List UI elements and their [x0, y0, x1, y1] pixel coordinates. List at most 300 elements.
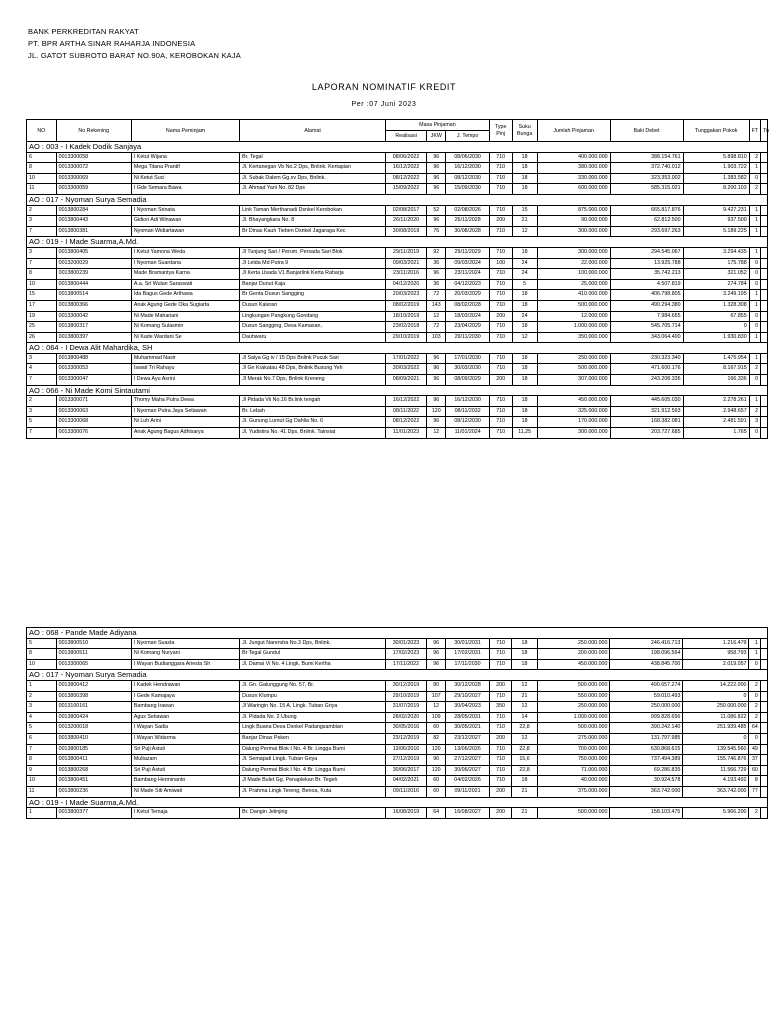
table-cell: 1.216.479: [683, 638, 749, 649]
table-cell: 0013800451: [56, 776, 131, 787]
table-cell: 27/12/2019: [385, 755, 426, 766]
table-cell: 294.545.067: [610, 247, 683, 258]
ao-group-label: AO : 066 - Ni Made Komi Sintautami: [27, 385, 768, 396]
table-cell: 5.898.810: [683, 152, 749, 163]
table-cell: 1: [749, 163, 760, 174]
table-cell: 1: [27, 680, 57, 691]
table-cell: 300.000.000: [537, 428, 610, 439]
table-cell: 200.000.000: [537, 649, 610, 660]
table-cell: 710: [489, 332, 512, 343]
table-cell: 3: [27, 247, 57, 258]
table-cell: 450.000.000: [537, 396, 610, 407]
table-cell: 17/01/2022: [386, 353, 427, 364]
table-cell: I Nyoman Srinata: [131, 205, 239, 216]
table-cell: 3: [27, 353, 57, 364]
table-cell: 18/10/2019: [386, 311, 427, 322]
table-cell: [760, 808, 767, 819]
table-cell: 08/09/2021: [386, 375, 427, 386]
table-cell: 96: [427, 638, 446, 649]
table-cell: 28/05/2031: [446, 712, 489, 723]
table-cell: Br. Lebah: [240, 406, 386, 417]
table-cell: 131.797.985: [610, 733, 683, 744]
ao-group-label: AO : 068 - Pande Made Adiyana: [27, 628, 768, 639]
table-cell: 710: [489, 428, 512, 439]
table-cell: [761, 269, 768, 280]
table-cell: 96: [427, 163, 446, 174]
table-cell: 710: [489, 638, 512, 649]
table-cell: 710: [489, 712, 512, 723]
col-no: NO: [27, 120, 57, 142]
table-cell: 958.793: [683, 649, 749, 660]
table-cell: Jl Gn Krakatau 48 Dps, Bnlink Busung Yeh: [240, 364, 386, 375]
ao-group-label: AO : 019 - I Made Suarma,A.Md.: [27, 237, 768, 248]
table-cell: 59.010.493: [610, 691, 683, 702]
table-cell: 1.765: [683, 428, 749, 439]
table-cell: 600.000.000: [537, 184, 610, 195]
table-cell: 406.798.805: [610, 290, 683, 301]
table-cell: Dusun Kaleran: [240, 300, 386, 311]
table-cell: 29/10/2027: [446, 691, 489, 702]
table-cell: 2: [749, 364, 760, 375]
table-cell: Dalung Permai Blok I No. 4 Br. Lingga Bumi: [240, 765, 386, 776]
table-cell: 23/11/2024: [446, 269, 489, 280]
table-cell: 18: [512, 649, 537, 660]
table-cell: 2.481.591: [683, 417, 749, 428]
table-cell: 0013800444: [56, 279, 131, 290]
ao-group-label: AO : 064 - I Dewa Alit Mahardika, SH: [27, 343, 768, 354]
table-cell: 25: [27, 322, 57, 333]
table-cell: 293.697.263: [610, 226, 683, 237]
table-cell: 21: [512, 691, 537, 702]
table-cell: 09/03/2021: [386, 258, 427, 269]
table-cell: Anak Agung Gede Oka Sugiarta: [131, 300, 239, 311]
ao-group-header: [27, 343, 768, 354]
table-cell: 30/01/2023: [385, 638, 426, 649]
table-cell: 23/12/2027: [446, 733, 489, 744]
col-ft: FT: [749, 120, 760, 142]
table-cell: 96: [427, 152, 446, 163]
table-cell: 1: [749, 396, 760, 407]
table-cell: 0013800424: [56, 712, 131, 723]
table-cell: 500.000.000: [537, 808, 610, 819]
table-cell: 175.788: [683, 258, 749, 269]
table-row: [27, 649, 768, 660]
table-cell: Thomy Maha Putra Dewa: [131, 396, 239, 407]
table-cell: Jl. Gn. Galunggung No. 57, Br.: [240, 680, 386, 691]
table-cell: 0013300042: [56, 311, 131, 322]
table-cell: 1.383.582: [683, 173, 749, 184]
table-cell: 17: [27, 300, 57, 311]
table-cell: [761, 205, 768, 216]
table-row: [27, 226, 768, 237]
table-cell: [760, 786, 767, 797]
table-cell: 24: [512, 269, 537, 280]
table-cell: 0: [749, 322, 760, 333]
table-cell: Lingk Buana Desa Dsnkel Padangsambian: [240, 723, 386, 734]
table-cell: 10: [27, 279, 57, 290]
table-cell: 22.000.000: [537, 258, 610, 269]
table-row: [27, 152, 768, 163]
table-cell: 28/02/2020: [385, 712, 426, 723]
table-cell: Ni Komang Sulasmin: [131, 322, 239, 333]
table-cell: 04/02/2021: [385, 776, 426, 787]
table-cell: 18: [512, 375, 537, 386]
table-cell: 18: [512, 353, 537, 364]
table-cell: 2.019.057: [683, 659, 749, 670]
table-cell: 100.000.000: [537, 269, 610, 280]
table-cell: 18: [512, 322, 537, 333]
table-cell: 96: [427, 417, 446, 428]
table-cell: 96: [427, 396, 446, 407]
table-row: [27, 247, 768, 258]
table-cell: I Kadek Hendrawan: [131, 680, 239, 691]
table-cell: 999.828.656: [610, 712, 683, 723]
table-cell: Jl. Gunung Lumut Gg Dahlia No. 6: [240, 417, 386, 428]
table-cell: [761, 396, 768, 407]
table-cell: 60: [749, 765, 760, 776]
table-cell: 2.948.657: [683, 406, 749, 417]
table-cell: 16/12/2022: [386, 163, 427, 174]
table-cell: Dauhwaru: [240, 332, 386, 343]
table-cell: 0013300047: [56, 375, 131, 386]
table-cell: 7.984.655: [610, 311, 683, 322]
table-cell: 25.000.000: [537, 279, 610, 290]
table-row: [27, 680, 768, 691]
table-cell: 52: [427, 205, 446, 216]
table-row: [27, 702, 768, 713]
table-cell: 0013800510: [56, 638, 131, 649]
table-cell: 710: [489, 765, 512, 776]
table-cell: 4: [27, 712, 57, 723]
table-cell: 500.000.000: [537, 300, 610, 311]
table-cell: 12: [427, 428, 446, 439]
table-cell: Ni Made Mahariani: [131, 311, 239, 322]
table-cell: 18/03/2024: [446, 311, 489, 322]
table-cell: 375.000.000: [537, 786, 610, 797]
table-cell: 0013800443: [56, 216, 131, 227]
table-cell: 10: [27, 776, 57, 787]
ao-group-label: AO : 017 - Nyoman Surya Semadia: [27, 194, 768, 205]
header-row-1: [27, 120, 768, 131]
table-cell: Ni Luh Arini: [131, 417, 239, 428]
table-cell: 29/11/2029: [446, 247, 489, 258]
table-cell: 16/12/2030: [446, 396, 489, 407]
table-cell: Jl Pidada Vii No.16 Br.link tengah: [240, 396, 386, 407]
table-cell: 710: [489, 396, 512, 407]
table-cell: I Nyoman Suasta: [131, 638, 239, 649]
table-cell: 0013100161: [56, 702, 131, 713]
table-cell: 6: [27, 733, 57, 744]
table-cell: [761, 300, 768, 311]
table-cell: [760, 680, 767, 691]
table-cell: 23/02/2018: [386, 322, 427, 333]
table-cell: Jl. Prahma Lingk Tereng, Benoa, Kuta: [240, 786, 386, 797]
table-row: [27, 723, 768, 734]
table-cell: Jl Kerta Usada V1 Banjarlink Kerta Raharja: [240, 269, 386, 280]
table-cell: 17/11/2022: [385, 659, 426, 670]
table-cell: 445.605.030: [610, 396, 683, 407]
table-cell: I Gede Kamajaya: [131, 691, 239, 702]
table-cell: 2: [749, 680, 760, 691]
table-cell: 18: [512, 184, 537, 195]
table-cell: 9: [27, 765, 57, 776]
table-cell: Jl. Jungut Narendra No.3 Dps, Bnlink.: [240, 638, 386, 649]
table-cell: 7: [27, 428, 57, 439]
table-cell: 90.000.000: [537, 216, 610, 227]
table-cell: 7: [27, 258, 57, 269]
table-cell: 585.315.021: [610, 184, 683, 195]
bank-company: PT. BPR ARTHA SINAR RAHARJA INDONESIA: [28, 39, 196, 48]
table-cell: 710: [489, 353, 512, 364]
table-cell: 08/12/2030: [446, 417, 489, 428]
table-cell: 0013800411: [56, 755, 131, 766]
table-cell: 710: [489, 744, 512, 755]
table-row: [27, 638, 768, 649]
table-row: [27, 375, 768, 386]
table-cell: Ni Kade Wardani Se: [131, 332, 239, 343]
table-cell: Jl. Bhayangkara No. 8: [240, 216, 386, 227]
table-cell: 9.427.231: [683, 205, 749, 216]
table-cell: 7: [27, 744, 57, 755]
table-cell: 36: [427, 258, 446, 269]
table-cell: 246.416.713: [610, 638, 683, 649]
table-cell: 3: [27, 216, 57, 227]
table-cell: 321.052: [683, 269, 749, 280]
table-cell: [761, 163, 768, 174]
table-cell: I Wayan Budianggara Ariesta Sh: [131, 659, 239, 670]
table-cell: 64: [749, 723, 760, 734]
table-cell: 300.000.000: [537, 226, 610, 237]
table-cell: 325.000.000: [537, 406, 610, 417]
table-cell: 29/10/2019: [386, 332, 427, 343]
col-baki: Baki Debet: [610, 120, 683, 142]
table-cell: 0013300063: [56, 406, 131, 417]
table-cell: 18: [512, 163, 537, 174]
table-cell: 5.189.225: [683, 226, 749, 237]
table-cell: 0013300059: [56, 184, 131, 195]
table-cell: Muhammad Nasir: [131, 353, 239, 364]
table-cell: [760, 733, 767, 744]
table-cell: 15,6: [512, 755, 537, 766]
table-cell: 0: [683, 322, 749, 333]
table-cell: 350: [489, 702, 512, 713]
table-cell: 30/03/2022: [386, 364, 427, 375]
table-cell: 250.000.000: [537, 353, 610, 364]
table-cell: 1: [749, 649, 760, 660]
ao-group-label: AO : 003 - I Kadek Dodik Sanjaya: [27, 142, 768, 153]
table-cell: Ni Komang Nuryani: [131, 649, 239, 660]
table-cell: 18: [512, 406, 537, 417]
table-row: [27, 300, 768, 311]
table-cell: 1: [749, 332, 760, 343]
table-cell: 18: [512, 396, 537, 407]
table-cell: 710: [489, 417, 512, 428]
table-cell: 155.746.876: [683, 755, 749, 766]
table-cell: Banjar Dunut Kaja: [240, 279, 386, 290]
table-cell: 0013800410: [56, 733, 131, 744]
table-cell: 96: [427, 375, 446, 386]
table-cell: 16/08/2019: [385, 808, 426, 819]
report-date: Per :07 Juni 2023: [351, 101, 417, 108]
table-cell: 18: [512, 152, 537, 163]
table-cell: 1: [749, 353, 760, 364]
table-cell: 321.912.593: [610, 406, 683, 417]
table-cell: 630.868.615: [610, 744, 683, 755]
table-cell: 8: [27, 649, 57, 660]
table-cell: 710: [489, 173, 512, 184]
table-cell: 29/11/2019: [386, 247, 427, 258]
table-cell: 96: [427, 755, 446, 766]
table-row: [27, 216, 768, 227]
table-cell: [761, 173, 768, 184]
table-cell: 0013300065: [56, 659, 131, 670]
table-cell: 04/12/2023: [446, 279, 489, 290]
table-cell: 0013800268: [56, 765, 131, 776]
table-cell: 170.000.000: [537, 417, 610, 428]
table-cell: 20/03/2029: [446, 290, 489, 301]
table-cell: 11,25: [512, 428, 537, 439]
table-row: [27, 311, 768, 322]
table-cell: 72: [427, 322, 446, 333]
table-cell: 143: [427, 300, 446, 311]
table-cell: I Dewa Ayu Asrini: [131, 375, 239, 386]
table-cell: 10: [27, 659, 57, 670]
table-cell: 30/01/2031: [446, 638, 489, 649]
table-cell: 0013800488: [56, 353, 131, 364]
table-cell: 08/12/2022: [386, 417, 427, 428]
table-cell: 17/02/2023: [385, 649, 426, 660]
table-cell: 323.353.002: [610, 173, 683, 184]
table-cell: 3.294.435: [683, 247, 749, 258]
table-cell: 1.000.000.000: [537, 322, 610, 333]
table-cell: 710: [489, 406, 512, 417]
table-cell: 16/12/2022: [386, 396, 427, 407]
table-cell: 710: [489, 691, 512, 702]
table-cell: 200: [489, 375, 512, 386]
table-cell: 76: [427, 226, 446, 237]
table-cell: 29/10/2019: [385, 691, 426, 702]
table-row: [27, 258, 768, 269]
table-cell: 12.000.000: [537, 311, 610, 322]
table-cell: [761, 152, 768, 163]
table-cell: 5: [27, 638, 57, 649]
table-cell: Br Genta Dusun Sangging: [240, 290, 386, 301]
table-cell: [761, 364, 768, 375]
table-cell: A.a. Sri Wulan Saraswati: [131, 279, 239, 290]
table-cell: 200: [489, 680, 512, 691]
table-row: [27, 691, 768, 702]
table-cell: 29/11/2030: [446, 332, 489, 343]
table-cell: 77: [749, 786, 760, 797]
table-cell: 243.208.336: [610, 375, 683, 386]
table-cell: Agus Setiawan: [131, 712, 239, 723]
table-cell: 14.222.000: [683, 680, 749, 691]
table-cell: 700.000.000: [537, 744, 610, 755]
table-cell: 471.600.176: [610, 364, 683, 375]
table-cell: 19: [27, 311, 57, 322]
table-row: [27, 786, 768, 797]
table-cell: 875.000.000: [537, 205, 610, 216]
table-cell: 60: [427, 786, 446, 797]
table-cell: 37: [749, 755, 760, 766]
table-cell: [760, 659, 767, 670]
table-cell: 96: [427, 184, 446, 195]
table-cell: 5: [27, 723, 57, 734]
table-cell: Jl Letda Md Putra 9: [240, 258, 386, 269]
table-cell: 24: [512, 311, 537, 322]
table-cell: 550.000.000: [537, 691, 610, 702]
table-row: [27, 332, 768, 343]
table-cell: 0013800366: [56, 300, 131, 311]
table-cell: 12: [512, 680, 537, 691]
col-tempo: J. Tempo: [446, 131, 489, 142]
table-cell: 1.328.308: [683, 300, 749, 311]
table-cell: I Gde Semara Bawa: [131, 184, 239, 195]
table-cell: Br. Dangin Jelinjing: [240, 808, 386, 819]
table-cell: 0013800398: [56, 691, 131, 702]
table-cell: 23/04/2029: [446, 322, 489, 333]
table-cell: 21: [512, 216, 537, 227]
table-cell: 0013300076: [56, 428, 131, 439]
table-cell: 5.966.200: [683, 808, 749, 819]
table-cell: 11/01/2024: [446, 428, 489, 439]
table-cell: 17/01/2030: [446, 353, 489, 364]
table-cell: Jl Tunjung Sari / Perum. Persada Sari Blok: [240, 247, 386, 258]
table-cell: Jl. Subak Dalem Gg.xv Dps, Bnlink.: [240, 173, 386, 184]
table-cell: Sri Puji Astuti: [131, 744, 239, 755]
bank-name: BANK PERKREDITAN RAKYAT: [28, 27, 139, 36]
table-cell: 16/12/2030: [446, 163, 489, 174]
table-cell: 30/12/2019: [385, 680, 426, 691]
table-cell: 5: [27, 417, 57, 428]
table-cell: 500.000.000: [537, 723, 610, 734]
table-cell: 12: [512, 702, 537, 713]
table-row: [27, 712, 768, 723]
table-cell: 710: [489, 247, 512, 258]
table-row: [27, 279, 768, 290]
table-cell: 11/01/2023: [386, 428, 427, 439]
table-cell: 17/02/2031: [446, 649, 489, 660]
table-cell: Nyoman Widiartawan: [131, 226, 239, 237]
table-cell: 200: [489, 808, 512, 819]
table-cell: 8: [27, 269, 57, 280]
table-cell: 0: [749, 659, 760, 670]
table-cell: 3.249.195: [683, 290, 749, 301]
table-cell: Multazam: [131, 755, 239, 766]
table-cell: 15/09/2022: [386, 184, 427, 195]
table-cell: 1.903.722: [683, 163, 749, 174]
table-cell: 92: [427, 247, 446, 258]
table-cell: [760, 765, 767, 776]
table-cell: 18: [512, 638, 537, 649]
table-cell: 30/04/2023: [446, 702, 489, 713]
table-cell: 350.000.000: [537, 332, 610, 343]
table-cell: [761, 247, 768, 258]
table-cell: [760, 712, 767, 723]
table-cell: 0013800317: [56, 322, 131, 333]
table-cell: Link Taman Merthanadi Dsnkel Kerobokan: [240, 205, 386, 216]
table-cell: 0: [683, 691, 749, 702]
table-cell: I Nyoman Putra Jaya Setiawan: [131, 406, 239, 417]
table-cell: Br Tegal Gundul: [240, 649, 386, 660]
table-cell: 0: [749, 428, 760, 439]
table-cell: Br. Tegal: [240, 152, 386, 163]
col-type: Type Pinj: [489, 120, 512, 142]
table-cell: Jl. Ahmad Yani No. 82 Dps: [240, 184, 386, 195]
table-cell: 22,8: [512, 765, 537, 776]
table-cell: 168.382.081: [610, 417, 683, 428]
table-cell: 710: [489, 290, 512, 301]
